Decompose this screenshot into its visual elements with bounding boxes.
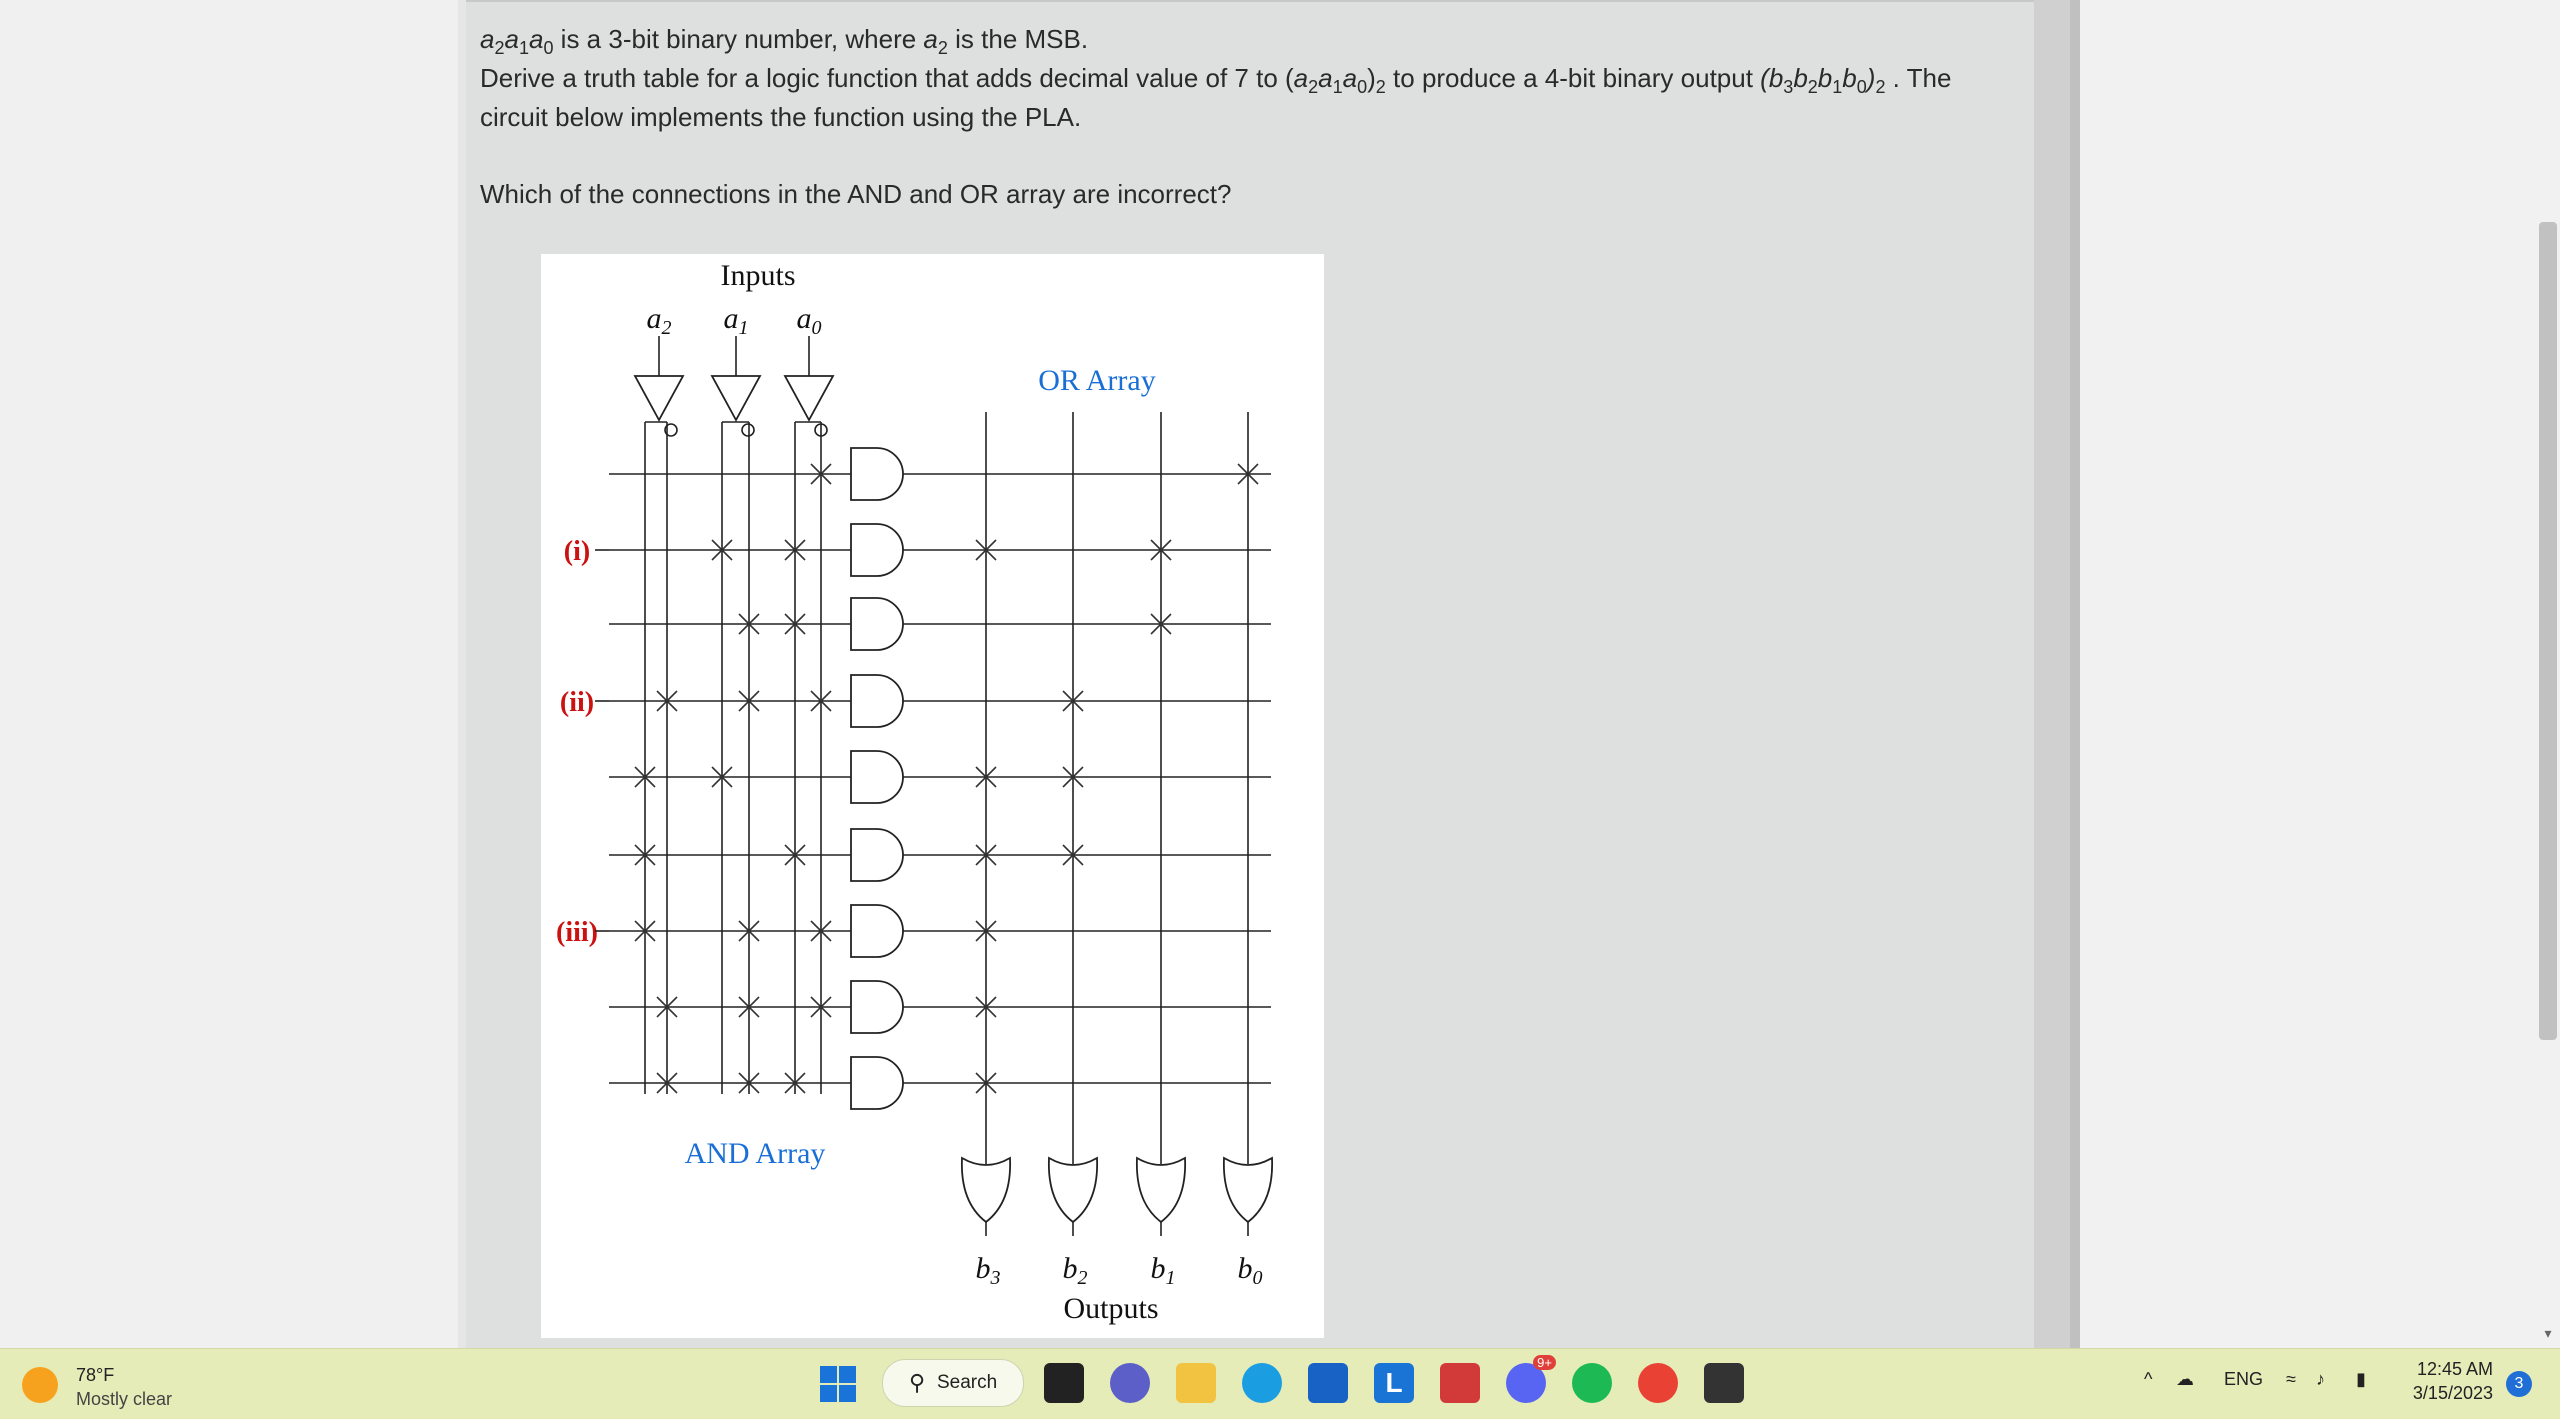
and-gate [851,751,903,803]
task-view-icon[interactable] [1044,1363,1084,1403]
output-label-0: $b_0$ [1237,1252,1263,1289]
tray-chevron-icon[interactable]: ^ [2144,1369,2153,1389]
row-marker: (ii) [559,687,595,718]
taskbar [0,1348,2560,1419]
page-border-right-dark [2070,0,2080,1348]
discord-icon[interactable] [1506,1355,1552,1403]
input-inverter-bubble [742,424,754,436]
microsoft-store-icon[interactable] [1308,1363,1348,1403]
start-button[interactable] [820,1366,856,1402]
edge-browser-icon[interactable] [1242,1363,1282,1403]
mcafee-icon[interactable] [1440,1363,1480,1403]
notification-badge[interactable]: 3 [2506,1371,2532,1397]
output-label-1: $b_1$ [1150,1252,1176,1289]
and-gate [851,675,903,727]
input-buffer-triangle [785,376,833,420]
l-app-icon[interactable]: L [1374,1363,1414,1403]
pla-circuit-figure [541,254,1324,1338]
teams-chat-icon[interactable] [1110,1363,1150,1403]
and-array-label: AND Array [684,1137,826,1170]
left-margin [0,0,458,1348]
file-explorer-icon[interactable] [1176,1363,1216,1403]
search-icon: ⚲ [909,1370,926,1395]
onedrive-icon[interactable]: ☁ [2176,1369,2194,1389]
outputs-label: Outputs [1063,1292,1159,1325]
clock-date: 3/15/2023 [2412,1383,2493,1403]
weather-temperature: 78°F [76,1365,115,1385]
or-gate [962,1158,1010,1222]
spotify-icon[interactable] [1572,1363,1612,1403]
and-gate [851,524,903,576]
input-buffer-triangle [635,376,683,420]
scrollbar-thumb[interactable] [2539,222,2557,1040]
and-gate [851,598,903,650]
and-gate [851,1057,903,1109]
clock-time: 12:45 AM [2416,1359,2493,1379]
input-label-1: $a_1$ [723,302,749,339]
search-label: Search [937,1372,998,1393]
question-line-3: circuit below implements the function using the PLA. [480,102,1082,132]
clock[interactable] [2405,1357,2493,1405]
weather-description: Mostly clear [76,1389,173,1409]
row-marker: (iii) [556,917,598,948]
question-line-1: $a_2a_1a_0$ is a 3-bit binary number, where $a_2$ is the MSB. [480,24,1089,59]
volume-icon[interactable]: ♪ [2316,1369,2325,1389]
and-gate [851,829,903,881]
or-array-label: OR Array [1038,364,1156,397]
pla-diagram [541,254,1324,1338]
row-marker: (i) [563,536,591,567]
and-gate [851,981,903,1033]
scroll-down-arrow-icon[interactable]: ▾ [2544,1325,2552,1341]
inputs-label: Inputs [720,259,796,292]
battery-icon[interactable]: ▮ [2356,1369,2366,1389]
output-label-2: $b_2$ [1062,1252,1088,1289]
input-buffer-triangle [712,376,760,420]
question-line-2: Derive a truth table for a logic function that adds decimal value of 7 to $(a_2a_1a_0)_2$ to produce a 4-bit binary output $(b_3b_2b_1b_0)_2$ . The [480,63,1952,98]
taskbar-search[interactable] [882,1359,1024,1407]
wifi-icon[interactable]: ≈ [2286,1369,2296,1389]
chrome-icon[interactable] [1638,1363,1678,1403]
or-gate [1137,1158,1185,1222]
page-border-left [458,0,466,1348]
windows-icon [820,1366,856,1402]
and-gate [851,905,903,957]
language-indicator[interactable]: ENG [2224,1369,2264,1389]
weather-moon-icon [22,1367,58,1403]
or-gate [1049,1158,1097,1222]
input-label-0: $a_0$ [796,302,822,339]
question-prompt: Which of the connections in the AND and OR array are incorrect? [480,179,1232,209]
right-margin [2080,0,2536,1348]
output-label-3: $b_3$ [975,1252,1001,1289]
discord-badge: 9+ [1533,1355,1556,1370]
or-gate [1224,1158,1272,1222]
and-gate [851,448,903,500]
input-label-2: $a_2$ [646,302,672,339]
sticky-notes-icon[interactable] [1704,1363,1744,1403]
